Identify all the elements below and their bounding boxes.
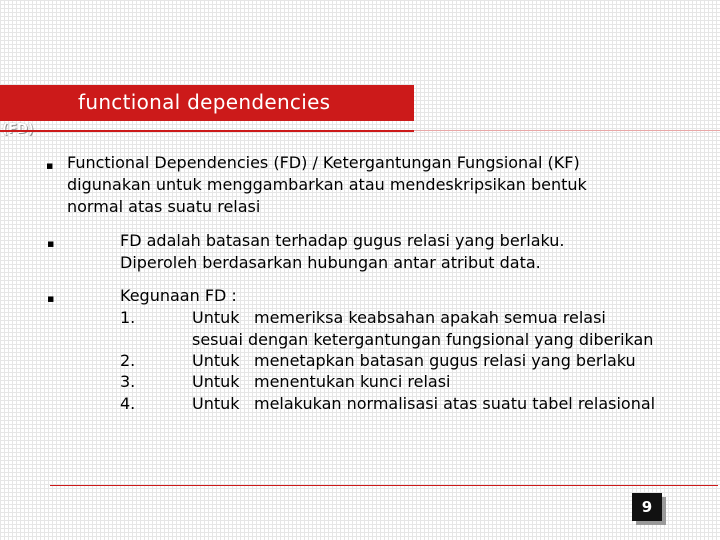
item-number: 4. (120, 394, 136, 413)
footer-rule (50, 485, 718, 486)
kegunaan-label: Kegunaan FD : (120, 286, 237, 305)
item-word: Untuk (192, 394, 240, 413)
intro-line-2: digunakan untuk menggambarkan atau mendeskripsikan bentuk (67, 175, 587, 194)
bullet-square-icon: ▪ (47, 292, 55, 305)
item-number: 2. (120, 351, 136, 370)
item-text: menetapkan batasan gugus relasi yang berlaku (254, 351, 636, 370)
bullet-square-icon: ▪ (46, 159, 54, 172)
intro-line-1: Functional Dependencies (FD) / Ketergantungan Fungsional (KF) (67, 153, 580, 172)
bullet-square-icon: ▪ (47, 237, 55, 250)
slide-title: functional dependencies (78, 90, 331, 114)
fd-line-1: FD adalah batasan terhadap gugus relasi yang berlaku. (120, 231, 565, 250)
item-text: melakukan normalisasi atas suatu tabel relasional (254, 394, 656, 413)
item-word: Untuk (192, 351, 240, 370)
item-text: menentukan kunci relasi (254, 372, 451, 391)
item-number: 3. (120, 372, 136, 391)
item-number: 1. (120, 308, 136, 327)
intro-line-3: normal atas suatu relasi (67, 197, 261, 216)
item-word: Untuk (192, 372, 240, 391)
page-number: 9 (632, 493, 662, 521)
item-text: memeriksa keabsahan apakah semua relasi (254, 308, 606, 327)
item-continuation: sesuai dengan ketergantungan fungsional yang diberikan (192, 330, 654, 349)
fd-line-2: Diperoleh berdasarkan hubungan antar atribut data. (120, 253, 541, 272)
item-word: Untuk (192, 308, 240, 327)
